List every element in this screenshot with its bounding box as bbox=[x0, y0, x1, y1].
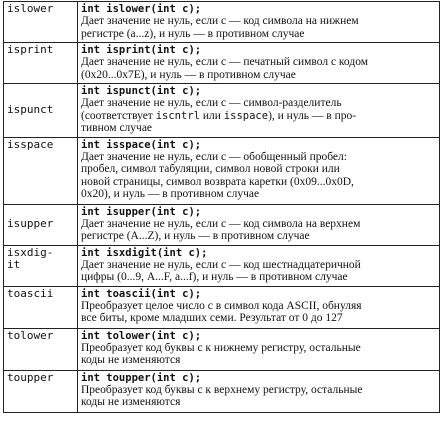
table-row bbox=[4, 84, 440, 138]
function-signature: int toupper(int c); bbox=[81, 371, 202, 384]
function-name-cell: isprint bbox=[4, 43, 78, 84]
table-row bbox=[4, 2, 440, 43]
function-name-cell: isspace bbox=[4, 137, 78, 204]
function-name-cell: toascii bbox=[4, 286, 78, 328]
function-reference-table bbox=[3, 1, 440, 413]
function-signature: int isspace(int c); bbox=[81, 138, 202, 151]
function-name-cell: islower bbox=[4, 2, 78, 43]
function-description bbox=[81, 97, 436, 135]
code-isspace: isspace bbox=[223, 109, 269, 122]
code-iscntrl: iscntrl bbox=[155, 109, 200, 122]
function-detail-cell bbox=[78, 43, 440, 84]
function-detail-cell bbox=[78, 137, 440, 204]
table-row bbox=[4, 286, 440, 328]
table-row bbox=[4, 370, 440, 412]
function-detail-cell bbox=[78, 328, 440, 370]
function-description: Преобразует код буквы c к верхнему регистру, остальные коды не изменяются bbox=[81, 383, 363, 408]
function-name-cell: isupper bbox=[4, 204, 78, 245]
table-row bbox=[4, 43, 440, 84]
function-signature: int toascii(int c); bbox=[81, 287, 202, 300]
function-description: Дает значение не нуль, если c — код шестнадцатеричной цифры (0...9, A...F, a...f), и нуль — в противном случае bbox=[81, 258, 361, 283]
function-name-cell: tolower bbox=[4, 328, 78, 370]
table-row bbox=[4, 204, 440, 245]
function-signature: int tolower(int c); bbox=[81, 329, 202, 342]
function-name-cell: isxdig- it bbox=[4, 245, 78, 286]
function-detail-cell bbox=[78, 245, 440, 286]
function-signature: int isxdigit(int c); bbox=[81, 246, 208, 259]
table-row bbox=[4, 245, 440, 286]
description-text: ), и нуль — в про- тивном случае bbox=[81, 109, 357, 134]
description-text: или bbox=[199, 109, 224, 122]
function-description: Преобразует целое число c в символ кода ASCII, обнуляя все биты, кроме младших семи. Результат от 0 до 127 bbox=[81, 299, 362, 324]
table-row bbox=[4, 137, 440, 204]
function-name-cell: ispunct bbox=[4, 84, 78, 138]
function-detail-cell bbox=[78, 370, 440, 412]
function-description: Дает значение не нуль, если c — код символа на нижнем регистре (a...z), и нуль — в противном случае bbox=[81, 15, 359, 40]
function-description: Преобразует код буквы c к нижнему регистру, остальные коды не изменяются bbox=[81, 341, 361, 366]
function-signature: int isupper(int c); bbox=[81, 205, 202, 218]
function-description: Дает значение не нуль, если c — код символа на верхнем регистре (A...Z), и нуль — в противном случае bbox=[81, 217, 361, 242]
description-text: Дает значение не нуль, если c — символ-разделитель (соответствует bbox=[81, 97, 342, 122]
table-body bbox=[4, 2, 440, 413]
table-row bbox=[4, 328, 440, 370]
function-name-cell: toupper bbox=[4, 370, 78, 412]
function-detail-cell bbox=[78, 204, 440, 245]
function-description: Дает значение не нуль, если c — печатный символ с кодом (0x20...0x7E), и нуль — в противном случае bbox=[81, 56, 369, 81]
function-signature: int islower(int c); bbox=[81, 3, 202, 15]
function-description: Дает значение не нуль, если c — обобщенный пробел: пробел, символ табуляции, символ новой строки или новой страницы, символ возврата каретки (0x09...0x0D, 0x20), и нуль — в противном случае bbox=[81, 150, 354, 200]
function-signature: int isprint(int c); bbox=[81, 44, 202, 56]
function-detail-cell bbox=[78, 2, 440, 43]
function-signature: int ispunct(int c); bbox=[81, 85, 202, 97]
function-detail-cell bbox=[78, 84, 440, 138]
function-detail-cell bbox=[78, 286, 440, 328]
